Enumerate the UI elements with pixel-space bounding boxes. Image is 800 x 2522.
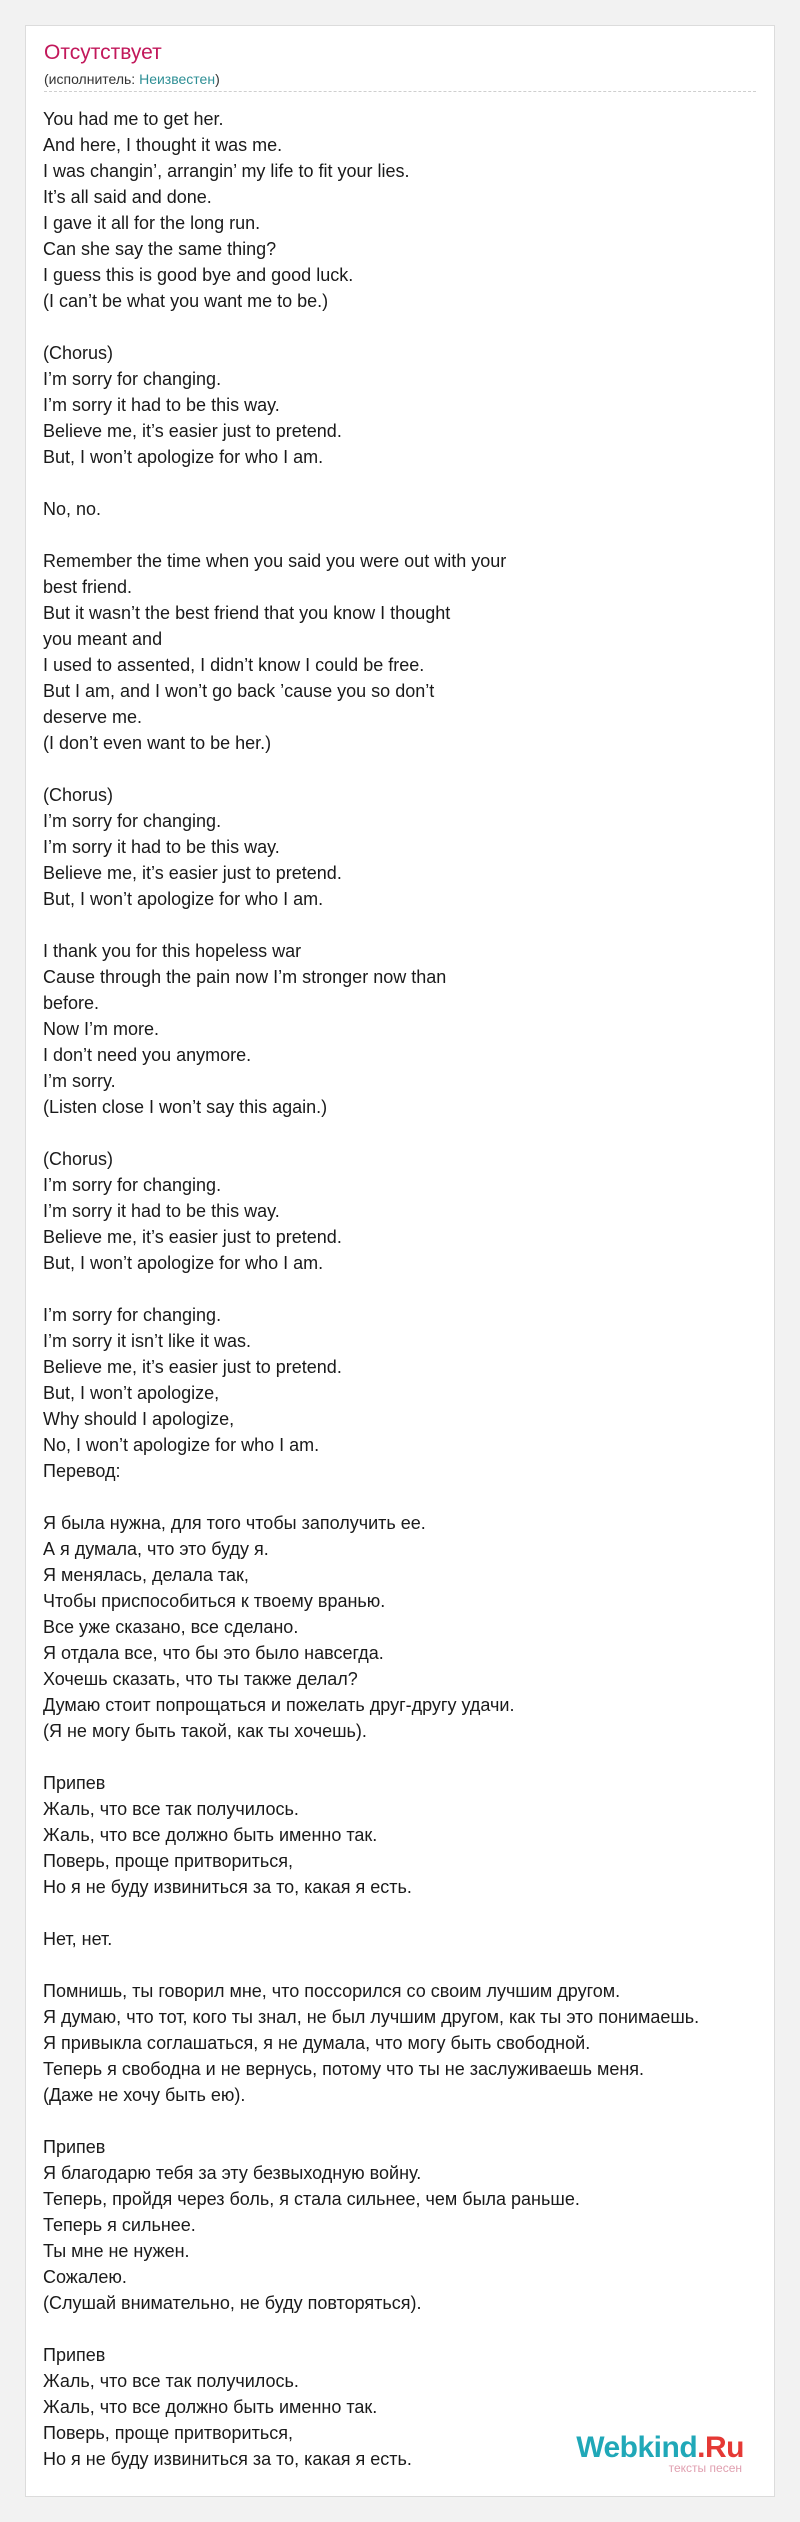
lyric-blank-line <box>43 1900 773 1926</box>
artist-prefix: (исполнитель: <box>44 71 140 87</box>
watermark-logo <box>576 2432 744 2464</box>
lyric-line: I’m sorry it isn’t like it was. <box>43 1331 252 1351</box>
lyric-line: Я привыкла соглашаться, я не думала, что могу быть свободной. <box>43 2033 591 2053</box>
lyric-line: Теперь я свободна и не вернусь, потому что ты не заслуживаешь меня. <box>43 2059 645 2079</box>
lyric-line: Сожалею. <box>43 2267 127 2287</box>
watermark-tagline: тексты песен <box>668 2461 742 2475</box>
lyric-line: Я менялась, делала так, <box>43 1565 249 1585</box>
lyric-blank-line <box>43 1276 773 1302</box>
lyric-blank-line <box>43 2316 773 2342</box>
lyric-line: Поверь, проще притвориться, <box>43 1851 293 1871</box>
lyric-line: (Chorus) <box>43 343 114 363</box>
lyric-line: (Chorus) <box>43 1149 114 1169</box>
lyric-line: But I am, and I won’t go back ’cause you so don’t <box>43 681 435 701</box>
lyric-line: (Я не могу быть такой, как ты хочешь). <box>43 1721 367 1741</box>
lyric-line: Believe me, it’s easier just to pretend. <box>43 421 342 441</box>
lyric-line: I’m sorry for changing. <box>43 369 222 389</box>
site-watermark <box>576 2432 744 2474</box>
lyric-line: Припев <box>43 2345 106 2365</box>
lyric-line: Припев <box>43 1773 106 1793</box>
lyric-blank-line <box>43 522 773 548</box>
lyric-line: Теперь, пройдя через боль, я стала сильнее, чем была раньше. <box>43 2189 580 2209</box>
lyric-line: best friend. <box>43 577 133 597</box>
lyric-line: Теперь я сильнее. <box>43 2215 196 2235</box>
lyric-line: But, I won’t apologize for who I am. <box>43 447 324 467</box>
header-divider <box>44 91 756 92</box>
lyric-line: I don’t need you anymore. <box>43 1045 252 1065</box>
watermark-tld: .Ru <box>697 2431 744 2464</box>
lyric-line: I’m sorry. <box>43 1071 116 1091</box>
lyric-line: And here, I thought it was me. <box>43 135 283 155</box>
lyric-line: deserve me. <box>43 707 143 727</box>
lyrics-card <box>25 25 775 2497</box>
lyric-line: I used to assented, I didn’t know I could be free. <box>43 655 425 675</box>
lyric-line: Believe me, it’s easier just to pretend. <box>43 863 342 883</box>
lyric-line: I gave it all for the long run. <box>43 213 261 233</box>
lyrics-text <box>43 106 773 2475</box>
lyric-line: (Слушай внимательно, не буду повторяться). <box>43 2293 422 2313</box>
lyric-line: No, I won’t apologize for who I am. <box>43 1435 320 1455</box>
lyric-blank-line <box>43 1120 773 1146</box>
lyric-line: But, I won’t apologize, <box>43 1383 220 1403</box>
lyric-line: Нет, нет. <box>43 1929 113 1949</box>
lyric-line: Жаль, что все так получилось. <box>43 2371 299 2391</box>
lyric-line: But, I won’t apologize for who I am. <box>43 889 324 909</box>
lyric-line: Хочешь сказать, что ты также делал? <box>43 1669 358 1689</box>
lyric-line: Why should I apologize, <box>43 1409 235 1429</box>
lyric-line: Припев <box>43 2137 106 2157</box>
lyric-line: (Chorus) <box>43 785 114 805</box>
lyric-line: No, no. <box>43 499 102 519</box>
lyric-line: Жаль, что все должно быть именно так. <box>43 2397 378 2417</box>
lyric-line: Believe me, it’s easier just to pretend. <box>43 1227 342 1247</box>
lyric-line: It’s all said and done. <box>43 187 212 207</box>
lyric-blank-line <box>43 756 773 782</box>
lyric-line: (Даже не хочу быть ею). <box>43 2085 246 2105</box>
lyric-line: But it wasn’t the best friend that you know I thought <box>43 603 451 623</box>
lyric-line: I’m sorry it had to be this way. <box>43 837 280 857</box>
lyric-line: Now I’m more. <box>43 1019 160 1039</box>
lyric-line: I’m sorry it had to be this way. <box>43 395 280 415</box>
lyric-line: (I don’t even want to be her.) <box>43 733 272 753</box>
lyric-line: I guess this is good bye and good luck. <box>43 265 354 285</box>
lyric-line: before. <box>43 993 100 1013</box>
lyric-line: You had me to get her. <box>43 109 224 129</box>
lyric-line: I’m sorry for changing. <box>43 1305 222 1325</box>
lyric-blank-line <box>43 912 773 938</box>
lyric-line: Помнишь, ты говорил мне, что поссорился со своим лучшим другом. <box>43 1981 621 2001</box>
lyric-line: Но я не буду извиниться за то, какая я есть. <box>43 2449 412 2469</box>
lyric-line: Перевод: <box>43 1461 121 1481</box>
lyric-blank-line <box>43 314 773 340</box>
lyric-line: Поверь, проще притвориться, <box>43 2423 293 2443</box>
lyric-line: Ты мне не нужен. <box>43 2241 190 2261</box>
artist-suffix: ) <box>215 71 220 87</box>
lyric-line: Я отдала все, что бы это было навсегда. <box>43 1643 384 1663</box>
lyric-blank-line <box>43 1484 773 1510</box>
watermark-brand: Webkind <box>576 2431 698 2464</box>
lyric-line: Я благодарю тебя за эту безвыходную войну. <box>43 2163 422 2183</box>
lyric-line: Жаль, что все должно быть именно так. <box>43 1825 378 1845</box>
lyric-line: you meant and <box>43 629 163 649</box>
lyric-line: But, I won’t apologize for who I am. <box>43 1253 324 1273</box>
lyric-line: I’m sorry for changing. <box>43 811 222 831</box>
lyric-line: Чтобы приспособиться к твоему вранью. <box>43 1591 386 1611</box>
lyric-line: (Listen close I won’t say this again.) <box>43 1097 328 1117</box>
lyric-blank-line <box>43 1744 773 1770</box>
lyric-blank-line <box>43 470 773 496</box>
lyric-line: Remember the time when you said you were out with your <box>43 551 507 571</box>
artist-line <box>44 70 756 88</box>
lyric-line: Cause through the pain now I’m stronger now than <box>43 967 447 987</box>
song-title: Отсутствует <box>44 41 162 64</box>
lyric-line: Believe me, it’s easier just to pretend. <box>43 1357 342 1377</box>
lyric-line: Can she say the same thing? <box>43 239 277 259</box>
lyric-line: Но я не буду извиниться за то, какая я есть. <box>43 1877 412 1897</box>
lyric-line: I’m sorry for changing. <box>43 1175 222 1195</box>
lyric-line: I thank you for this hopeless war <box>43 941 302 961</box>
lyric-line: Я была нужна, для того чтобы заполучить ее. <box>43 1513 426 1533</box>
lyric-line: I’m sorry it had to be this way. <box>43 1201 280 1221</box>
lyric-line: Думаю стоит попрощаться и пожелать друг-другу удачи. <box>43 1695 515 1715</box>
lyric-blank-line <box>43 2108 773 2134</box>
artist-name-link[interactable]: Неизвестен <box>139 71 216 87</box>
lyric-blank-line <box>43 1952 773 1978</box>
lyric-line: (I can’t be what you want me to be.) <box>43 291 329 311</box>
lyric-line: I was changin’, arrangin’ my life to fit your lies. <box>43 161 410 181</box>
lyric-line: Я думаю, что тот, кого ты знал, не был лучшим другом, как ты это понимаешь. <box>43 2007 700 2027</box>
lyric-line: Все уже сказано, все сделано. <box>43 1617 299 1637</box>
lyric-line: А я думала, что это буду я. <box>43 1539 269 1559</box>
song-header <box>44 40 756 92</box>
lyric-line: Жаль, что все так получилось. <box>43 1799 299 1819</box>
